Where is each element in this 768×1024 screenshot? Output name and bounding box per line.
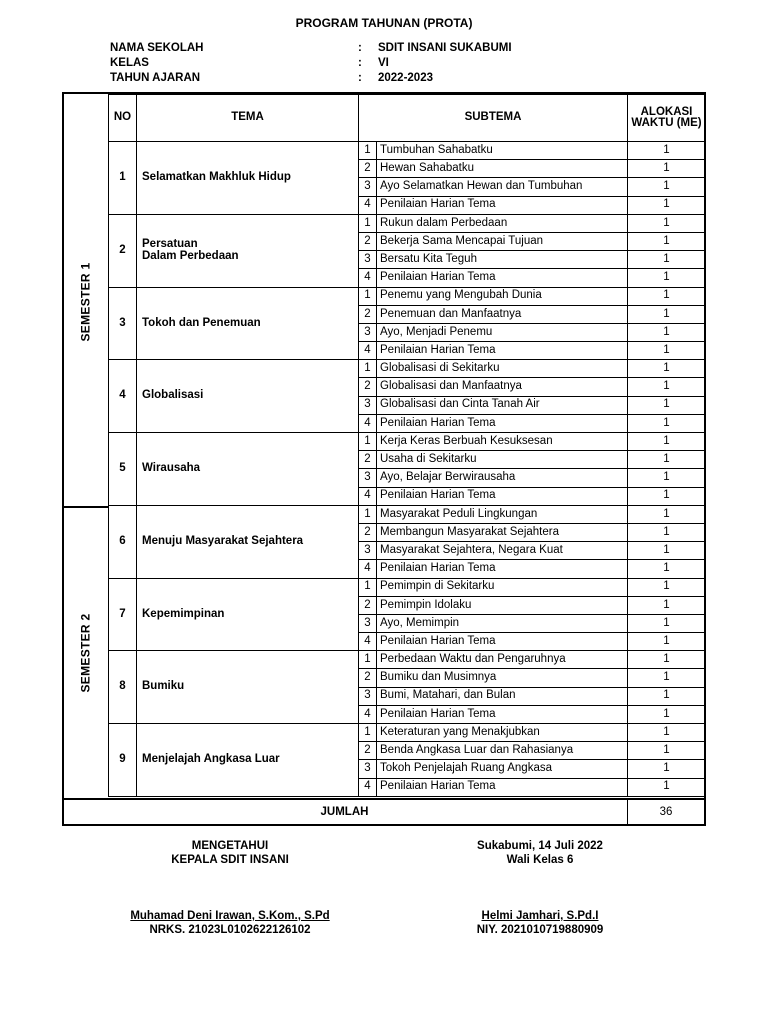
theme-number: 9	[109, 724, 137, 797]
allocation-value: 1	[628, 396, 706, 414]
subtheme-number: 2	[359, 742, 377, 760]
subtheme-number: 3	[359, 178, 377, 196]
semester-2-label	[64, 508, 108, 798]
allocation-value: 1	[628, 178, 706, 196]
theme-number: 3	[109, 287, 137, 360]
info-value: 2022-2023	[378, 72, 433, 84]
theme-title-line: Menuju Masyarakat Sejahtera	[142, 534, 304, 547]
subtheme-number: 4	[359, 705, 377, 723]
subtheme-title: Pemimpin Idolaku	[377, 596, 628, 614]
subtheme-title: Penilaian Harian Tema	[377, 705, 628, 723]
info-label: NAMA SEKOLAH	[110, 42, 204, 54]
allocation-value: 1	[628, 651, 706, 669]
header-alokasi-line1: ALOKASI	[640, 105, 693, 118]
theme-number: 1	[109, 142, 137, 215]
theme-number: 8	[109, 651, 137, 724]
allocation-value: 1	[628, 669, 706, 687]
signature-left	[130, 840, 330, 936]
subtheme-number: 1	[359, 433, 377, 451]
signature-right-name: Helmi Jamhari, S.Pd.I	[481, 910, 599, 922]
header-tema: TEMA	[137, 95, 359, 142]
table-row	[109, 724, 706, 742]
subtheme-title: Bumiku dan Musimnya	[377, 669, 628, 687]
info-colon: :	[358, 57, 362, 69]
subtheme-title: Masyarakat Peduli Lingkungan	[377, 505, 628, 523]
theme-title	[137, 214, 359, 287]
allocation-value: 1	[628, 451, 706, 469]
subtheme-number: 1	[359, 724, 377, 742]
header-alokasi	[628, 95, 706, 142]
subtheme-title: Rukun dalam Perbedaan	[377, 214, 628, 232]
header-no: NO	[109, 95, 137, 142]
theme-number: 2	[109, 214, 137, 287]
allocation-value: 1	[628, 214, 706, 232]
allocation-value: 1	[628, 287, 706, 305]
header-alokasi-line2: WAKTU (ME)	[631, 117, 702, 129]
subtheme-number: 2	[359, 669, 377, 687]
allocation-value: 1	[628, 433, 706, 451]
allocation-value: 1	[628, 360, 706, 378]
subtheme-title: Penilaian Harian Tema	[377, 269, 628, 287]
allocation-value: 1	[628, 469, 706, 487]
header-subtema: SUBTEMA	[359, 95, 628, 142]
signature-right-id: NIY. 2021010719880909	[476, 924, 604, 936]
allocation-value: 1	[628, 160, 706, 178]
subtheme-title: Membangun Masyarakat Sejahtera	[377, 523, 628, 541]
subtheme-title: Benda Angkasa Luar dan Rahasianya	[377, 742, 628, 760]
subtheme-number: 1	[359, 142, 377, 160]
theme-title-line: Selamatkan Makhluk Hidup	[142, 171, 291, 184]
theme-title	[137, 142, 359, 215]
allocation-value: 1	[628, 724, 706, 742]
theme-title	[137, 505, 359, 578]
subtheme-number: 3	[359, 323, 377, 341]
subtheme-title: Penemuan dan Manfaatnya	[377, 305, 628, 323]
subtheme-title: Penilaian Harian Tema	[377, 487, 628, 505]
allocation-value: 1	[628, 578, 706, 596]
signature-left-line2: KEPALA SDIT INSANI	[171, 854, 289, 866]
table-body	[109, 142, 706, 797]
info-colon: :	[358, 72, 362, 84]
info-value: SDIT INSANI SUKABUMI	[378, 42, 512, 54]
theme-title	[137, 578, 359, 651]
subtheme-number: 1	[359, 214, 377, 232]
subtheme-number: 1	[359, 287, 377, 305]
subtheme-number: 4	[359, 633, 377, 651]
subtheme-title: Kerja Keras Berbuah Kesuksesan	[377, 433, 628, 451]
theme-title	[137, 360, 359, 433]
subtheme-title: Hewan Sahabatku	[377, 160, 628, 178]
table-row	[109, 214, 706, 232]
signature-left-line1: MENGETAHUI	[191, 840, 269, 852]
subtheme-title: Ayo, Menjadi Penemu	[377, 323, 628, 341]
subtheme-number: 4	[359, 560, 377, 578]
signature-right-line2: Wali Kelas 6	[506, 854, 574, 866]
subtheme-number: 4	[359, 414, 377, 432]
subtheme-title: Globalisasi dan Cinta Tanah Air	[377, 396, 628, 414]
subtheme-number: 3	[359, 542, 377, 560]
total-row	[62, 798, 706, 826]
allocation-value: 1	[628, 760, 706, 778]
prota-table	[108, 94, 706, 797]
subtheme-title: Globalisasi di Sekitarku	[377, 360, 628, 378]
subtheme-number: 3	[359, 614, 377, 632]
theme-title-line: Menjelajah Angkasa Luar	[142, 753, 280, 766]
subtheme-title: Penilaian Harian Tema	[377, 196, 628, 214]
allocation-value: 1	[628, 196, 706, 214]
allocation-value: 1	[628, 505, 706, 523]
theme-title-line: Kepemimpinan	[142, 607, 225, 620]
subtheme-title: Keteraturan yang Menakjubkan	[377, 724, 628, 742]
subtheme-title: Ayo, Memimpin	[377, 614, 628, 632]
allocation-value: 1	[628, 232, 706, 250]
allocation-value: 1	[628, 414, 706, 432]
subtheme-number: 4	[359, 342, 377, 360]
subtheme-number: 1	[359, 505, 377, 523]
allocation-value: 1	[628, 251, 706, 269]
subtheme-number: 3	[359, 251, 377, 269]
subtheme-number: 4	[359, 487, 377, 505]
subtheme-title: Usaha di Sekitarku	[377, 451, 628, 469]
semester-1-label	[64, 96, 108, 508]
theme-title-line: Bumiku	[142, 680, 185, 693]
theme-number: 4	[109, 360, 137, 433]
subtheme-number: 4	[359, 778, 377, 796]
subtheme-number: 2	[359, 160, 377, 178]
subtheme-number: 3	[359, 469, 377, 487]
subtheme-number: 3	[359, 760, 377, 778]
subtheme-title: Ayo Selamatkan Hewan dan Tumbuhan	[377, 178, 628, 196]
subtheme-number: 1	[359, 360, 377, 378]
allocation-value: 1	[628, 778, 706, 796]
signature-right	[440, 840, 640, 936]
table-row	[109, 505, 706, 523]
subtheme-title: Perbedaan Waktu dan Pengaruhnya	[377, 651, 628, 669]
allocation-value: 1	[628, 323, 706, 341]
allocation-value: 1	[628, 542, 706, 560]
subtheme-number: 3	[359, 687, 377, 705]
theme-title	[137, 287, 359, 360]
total-label: JUMLAH	[320, 806, 369, 818]
info-label: KELAS	[110, 57, 149, 69]
allocation-value: 1	[628, 269, 706, 287]
subtheme-title: Penilaian Harian Tema	[377, 414, 628, 432]
semester-1-text: SEMESTER 1	[79, 262, 93, 342]
allocation-value: 1	[628, 596, 706, 614]
subtheme-title: Masyarakat Sejahtera, Negara Kuat	[377, 542, 628, 560]
allocation-value: 1	[628, 687, 706, 705]
subtheme-title: Penilaian Harian Tema	[377, 778, 628, 796]
subtheme-title: Bersatu Kita Teguh	[377, 251, 628, 269]
table-row	[109, 287, 706, 305]
subtheme-title: Penilaian Harian Tema	[377, 342, 628, 360]
table-row	[109, 142, 706, 160]
allocation-value: 1	[628, 142, 706, 160]
theme-title-line: Tokoh dan Penemuan	[142, 316, 261, 329]
subtheme-number: 4	[359, 269, 377, 287]
theme-title	[137, 433, 359, 506]
signature-left-id: NRKS. 21023L0102622126102	[149, 924, 311, 936]
allocation-value: 1	[628, 705, 706, 723]
signature-left-name: Muhamad Deni Irawan, S.Kom., S.Pd	[130, 910, 330, 922]
allocation-value: 1	[628, 614, 706, 632]
allocation-value: 1	[628, 342, 706, 360]
theme-title-line: Globalisasi	[142, 389, 204, 402]
table-row	[109, 360, 706, 378]
subtheme-number: 2	[359, 378, 377, 396]
signature-right-line1: Sukabumi, 14 Juli 2022	[477, 840, 603, 852]
subtheme-number: 2	[359, 523, 377, 541]
subtheme-title: Bumi, Matahari, dan Bulan	[377, 687, 628, 705]
allocation-value: 1	[628, 560, 706, 578]
subtheme-title: Bekerja Sama Mencapai Tujuan	[377, 232, 628, 250]
theme-title-line: Dalam Perbedaan	[142, 249, 239, 262]
subtheme-number: 2	[359, 305, 377, 323]
subtheme-title: Tumbuhan Sahabatku	[377, 142, 628, 160]
info-value: VI	[378, 57, 389, 69]
allocation-value: 1	[628, 487, 706, 505]
theme-title	[137, 651, 359, 724]
subtheme-number: 1	[359, 578, 377, 596]
table-header-row	[109, 95, 706, 142]
subtheme-title: Penemu yang Mengubah Dunia	[377, 287, 628, 305]
subtheme-title: Penilaian Harian Tema	[377, 560, 628, 578]
allocation-value: 1	[628, 378, 706, 396]
allocation-value: 1	[628, 523, 706, 541]
theme-number: 6	[109, 505, 137, 578]
subtheme-number: 2	[359, 596, 377, 614]
allocation-value: 1	[628, 305, 706, 323]
table-row	[109, 578, 706, 596]
theme-number: 7	[109, 578, 137, 651]
subtheme-number: 1	[359, 651, 377, 669]
subtheme-number: 2	[359, 232, 377, 250]
subtheme-title: Pemimpin di Sekitarku	[377, 578, 628, 596]
subtheme-title: Ayo, Belajar Berwirausaha	[377, 469, 628, 487]
theme-title-line: Wirausaha	[142, 462, 201, 475]
info-label: TAHUN AJARAN	[110, 72, 201, 84]
page-title: PROGRAM TAHUNAN (PROTA)	[295, 16, 473, 30]
allocation-value: 1	[628, 633, 706, 651]
semester-2-text: SEMESTER 2	[79, 613, 93, 693]
theme-number: 5	[109, 433, 137, 506]
subtheme-number: 4	[359, 196, 377, 214]
subtheme-title: Globalisasi dan Manfaatnya	[377, 378, 628, 396]
subtheme-title: Penilaian Harian Tema	[377, 633, 628, 651]
allocation-value: 1	[628, 742, 706, 760]
subtheme-title: Tokoh Penjelajah Ruang Angkasa	[377, 760, 628, 778]
table-row	[109, 433, 706, 451]
theme-title-line: Persatuan	[142, 238, 198, 251]
table-row	[109, 651, 706, 669]
info-colon: :	[358, 42, 362, 54]
subtheme-number: 2	[359, 451, 377, 469]
theme-title	[137, 724, 359, 797]
total-value: 36	[659, 806, 673, 818]
subtheme-number: 3	[359, 396, 377, 414]
